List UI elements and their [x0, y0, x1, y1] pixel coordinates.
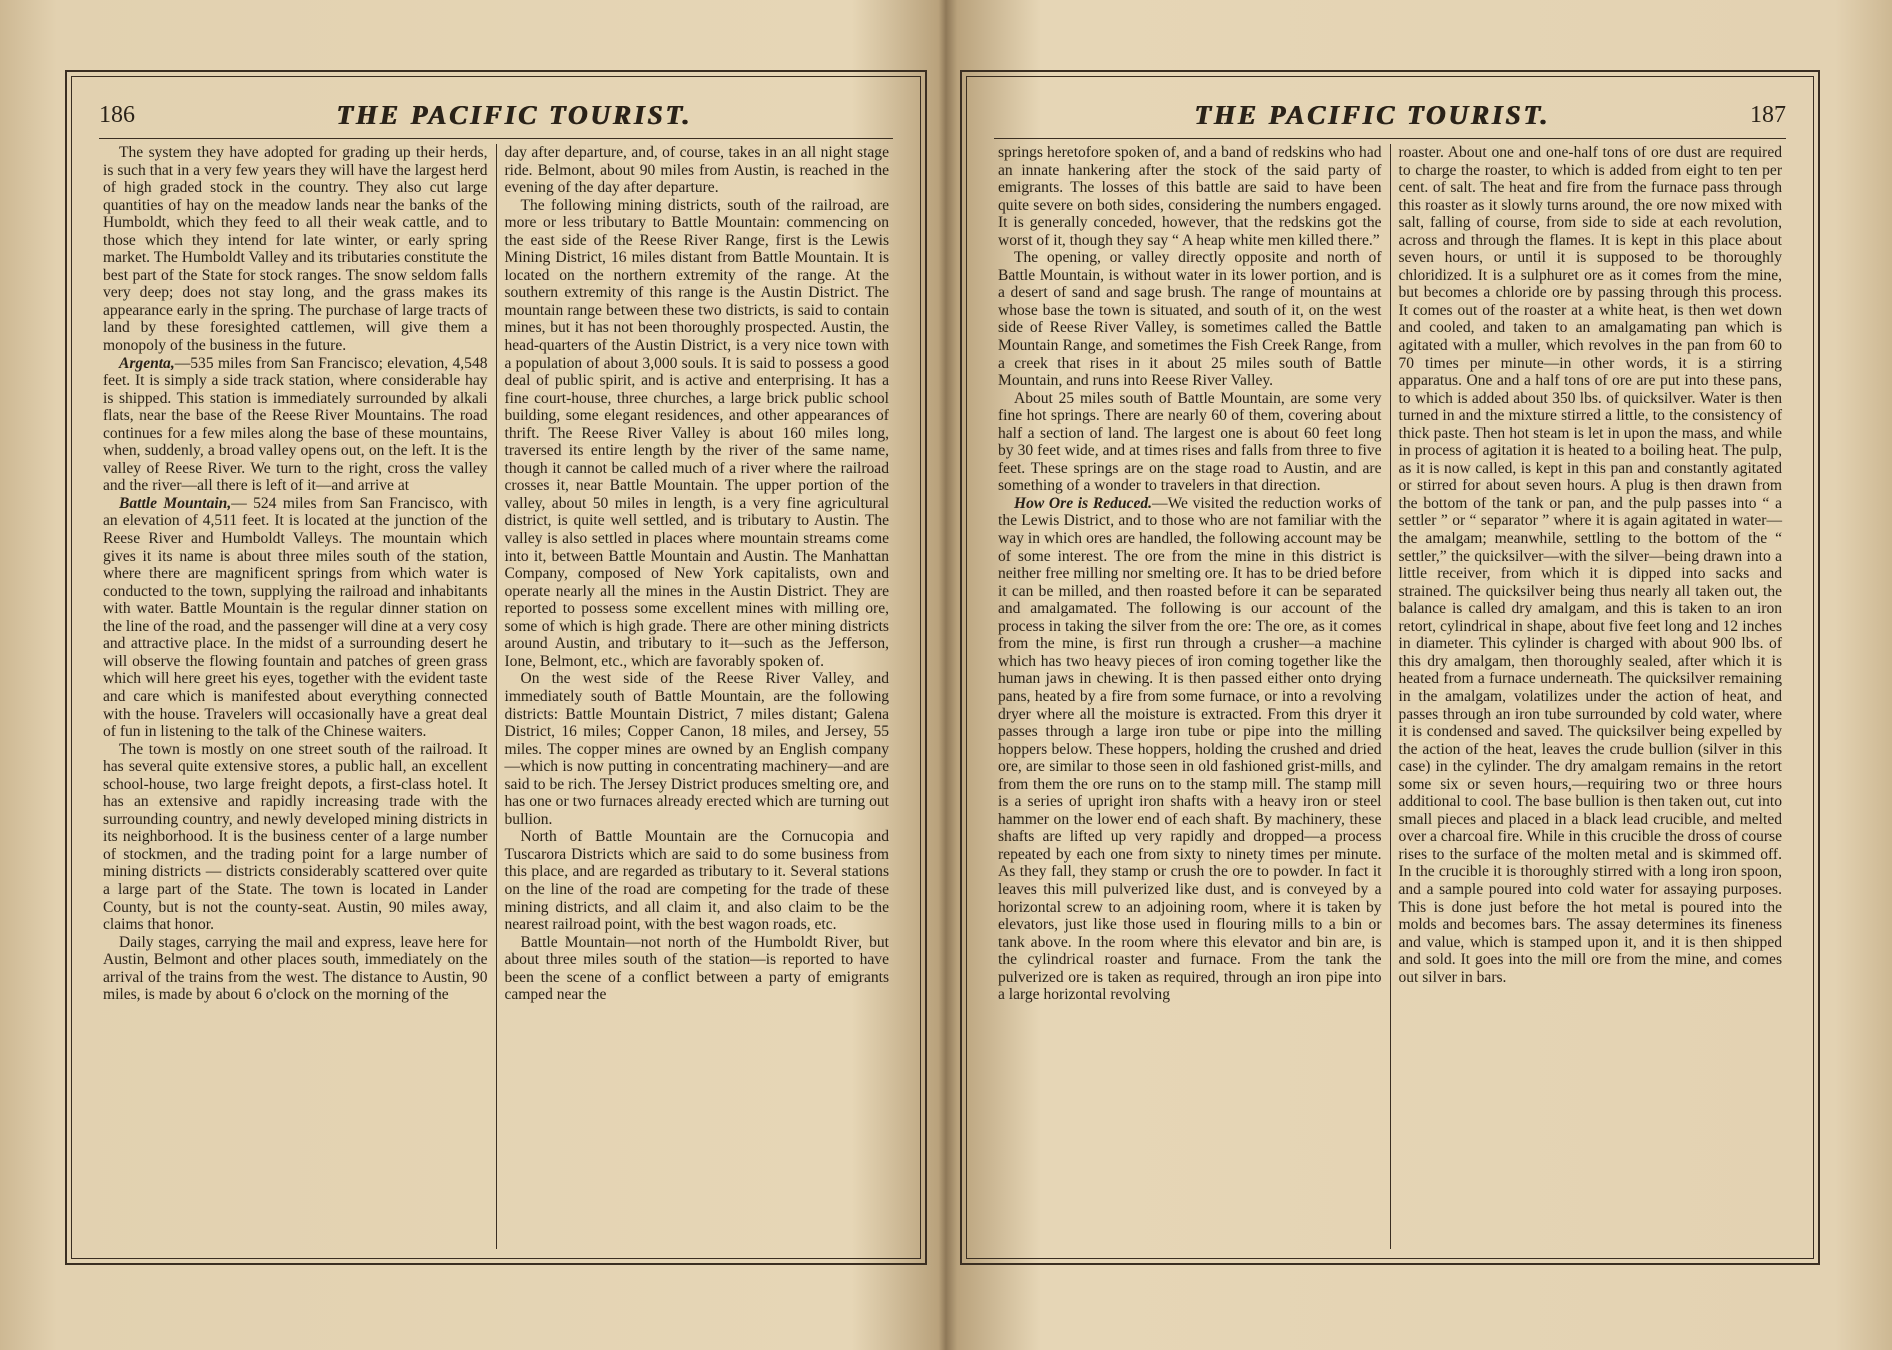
- paragraph: [505, 828, 890, 933]
- paragraph-text: The system they have adopted for grading up their herds, is such that in a very few years they will have the largest herd of high graded stock in the country. They also cut large quantities of hay on the meadow lands near the banks of the Humboldt, which they feed to all their weak cattle, and to those which they intend for late winter, or early spring market. The Humboldt Valley and its tributaries constitute the best part of the State for stock ranges. The snow seldom falls very deep; does not stay long, and the grass makes its appearance early in the spring. The purchase of large tracts of land by these foresighted cattlemen, will give them a monopoly of the business in the future.: [103, 144, 488, 355]
- running-title: THE PACIFIC TOURIST.: [336, 99, 692, 130]
- paragraph-text: — 524 miles from San Francisco, with an elevation of 4,511 feet. It is located at the junction of the Reese River and Humboldt Valleys. The mountain which gives it its name is about three miles south of the station, where there are magnificent springs from which water is conducted to the town, supplying the railroad and inhabitants with water. Battle Mountain is the regular dinner station on the line of the road, and the passenger will dine at a very cosy and attractive place. In the midst of a surrounding desert he will observe the flowing fountain and patches of green grass which will here greet his eyes, together with the evident taste and care which is manifested about everything connected with the house. Travelers will occasionally have a great deal of fun in listening to the talk of the Chinese waiters.: [103, 494, 488, 741]
- paragraph: [998, 249, 1382, 389]
- paragraph: [505, 197, 890, 671]
- paragraph-text: —535 miles from San Francisco; elevation, 4,548 feet. It is simply a side track station, where considerable hay is shipped. This station is immediately surrounded by alkali flats, near the base of the Reese River Mountains. The road continues for a few miles along the base of these mountains, when, suddenly, a broad valley opens out, on the left. It is the valley of Reese River. We turn to the right, cross the valley and the river—all there is left of it—and arrive at: [103, 354, 488, 495]
- paragraph: [103, 495, 488, 741]
- section-heading: How Ore is Reduced.: [1014, 494, 1153, 512]
- paragraph-text: On the west side of the Reese River Valley, and immediately south of Battle Mountain, are the following districts: Battle Mountain District, 7 miles distant; Galena District, 16 miles; Copper Canon, 18 miles, and Jersey, 55 miles. The copper mines are owned by an English company—which is now putting in concentrating machinery—and are said to be rich. The Jersey District produces smelting ore, and has one or two furnaces already erected which are turning out bullion.: [504, 670, 889, 828]
- left-page: [65, 70, 927, 1265]
- paragraph: [1399, 144, 1783, 986]
- paragraph-text: The following mining districts, south of the railroad, are more or less tributary to Battle Mountain: commencing on the east side of the Reese River Range, first is the Lewis Mining District, 16 miles distant from Battle Mountain. It is located on the northern extremity of the range. At the southern extremity of this range is the Austin District. The mountain range between these two districts, is said to contain mines, but it has not been thoroughly prospected. Austin, the head-quarters of the Austin District, is a very nice town with a population of about 3,000 souls. It is said to possess a good deal of public spirit, and is active and enterprising. It has a fine court-house, three churches, a large brick public school building, some elegant residences, and other appearances of thrift. The Reese River Valley is about 160 miles long, traversed its entire length by the river of the same name, though it cannot be called much of a river where the railroad crosses it, near Battle Mountain. The upper portion of the valley, about 50 miles in length, is a very fine agricultural district, is quite well settled, and is tributary to Austin. The valley is also settled in places where mountain streams come into it, between Battle Mountain and Austin. The Manhattan Company, composed of New York capitalists, own and operate nearly all the mines in the Austin District. They are reported to possess some excellent mines with milling ore, some of which is high grade. There are other mining districts around Austin, and tributary to it—such as the Jefferson, Ione, Belmont, etc., which are favorably spoken of.: [504, 196, 889, 670]
- page-header: [99, 92, 893, 139]
- paragraph: [103, 144, 488, 355]
- paragraph-text: The opening, or valley directly opposite and north of Battle Mountain, is without water in its lower portion, and is a desert of sand and sage brush. The range of mountains at whose base the town is situated, and south of it, on the west side of Reese River Valley, is sometimes called the Battle Mountain Range, and sometimes the Fish Creek Range, from a creek that rises in it about 25 miles south of Battle Mountain, and runs into Reese River Valley.: [998, 249, 1382, 390]
- paragraph: [998, 144, 1382, 249]
- right-page: [960, 70, 1820, 1265]
- column-right: [1390, 144, 1791, 1249]
- paragraph: [505, 670, 890, 828]
- paragraph-text: springs heretofore spoken of, and a band of redskins who had an innate hankering after the stock of the said party of emigrants. The losses of this battle are said to have been quite severe on both sides, considering the numbers engaged. It is generally conceded, however, that the redskins got the worst of it, though they say “ A heap white men killed there.”: [998, 144, 1382, 249]
- paragraph: [505, 144, 890, 197]
- paragraph-text: Daily stages, carrying the mail and express, leave here for Austin, Belmont and other places south, immediately on the arrival of the trains from the west. The distance to Austin, 90 miles, is made by about 6 o'clock on the morning of the: [103, 933, 488, 1004]
- column-right: [496, 144, 898, 1249]
- paragraph: [505, 934, 890, 1004]
- paragraph-text: North of Battle Mountain are the Cornucopia and Tuscarora Districts which are said to do some business from this place, and are regarded as tributary to it. Several stations on the line of the road are competing for the trade of these mining districts, and all claim it, and also claim to be the nearest railroad point, with the best wagon roads, etc.: [504, 828, 889, 934]
- page-number: 186: [99, 101, 135, 128]
- section-heading: Argenta,: [119, 354, 175, 372]
- paragraph-text: —We visited the reduction works of the Lewis District, and to those who are not familiar with the way in which ores are handled, the following account may be of some interest. The ore from the mine in this district is neither free milling nor smelting ore. It has to be dried before it can be milled, and then roasted before it can be separated and amalgamated. The following is our account of the process in taking the silver from the ore: The ore, as it comes from the mine, is first run through a crusher—a machine which has two heavy pieces of iron coming together like the human jaws in chewing. It is then passed either onto drying pans, heated by a fire from some furnace, or into a revolving dryer where all the moisture is extracted. From this dryer it passes through a large iron tube or pipe into the milling hoppers below. These hoppers, holding the crushed and dried ore, are similar to those seen in old fashioned grist-mills, and from them the ore runs on to the stamp mill. The stamp mill is a series of upright iron shafts with a heavy iron or steel hammer on the lower end of each shaft. By machinery, these shafts are lifted up very rapidly and dropped—a process repeated by each one from sixty to ninety times per minute. As they fall, they stamp or crush the ore to powder. In fact it leaves this mill pulverized like dust, and is conveyed by a horizontal screw to an adjoining room, where it is taken by elevators, just like those used in flouring mills to a bin or tank above. In the room where this elevator and bin are, is the cylindrical roaster and furnace. From the tank the pulverized ore is taken as required, through an iron pipe into a large horizontal revolving: [998, 494, 1382, 1004]
- running-title: THE PACIFIC TOURIST.: [1194, 99, 1550, 130]
- column-left: [990, 144, 1390, 1249]
- page-number: 187: [1750, 101, 1786, 128]
- paragraph: [103, 934, 488, 1004]
- text-columns: [990, 144, 1790, 1249]
- text-columns: [95, 144, 897, 1249]
- section-heading: Battle Mountain,: [119, 494, 232, 512]
- page-header: [994, 92, 1786, 139]
- paragraph: [103, 355, 488, 495]
- paragraph-text: Battle Mountain—not north of the Humboldt River, but about three miles south of the station—is reported to have been the scene of a conflict between a party of emigrants camped near the: [504, 933, 889, 1004]
- paragraph-text: The town is mostly on one street south of the railroad. It has several quite extensive stores, a public hall, an excellent school-house, two large freight depots, a first-class hotel. It has an extensive and rapidly increasing trade with the surrounding country, and newly developed mining districts in its neighborhood. It is the business center of a large number of stockmen, and the trading point for a large number of mining districts — districts considerably scattered over quite a large part of the State. The town is located in Lander County, but is not the county-seat. Austin, 90 miles away, claims that honor.: [103, 740, 488, 934]
- paragraph-text: About 25 miles south of Battle Mountain, are some very fine hot springs. There are nearly 60 of them, covering about half a section of land. The largest one is about 60 feet long by 30 feet wide, and at times rises and falls from three to five feet. These springs are on the stage road to Austin, and are something of a wonder to travelers in that direction.: [998, 389, 1382, 495]
- paragraph: [998, 495, 1382, 1004]
- paragraph-text: roaster. About one and one-half tons of ore dust are required to charge the roaster, to which is added from eight to ten per cent. of salt. The heat and fire from the furnace pass through this roaster as it slowly turns around, the ore now mixed with salt, falling of course, from side to side at each revolution, across and through the flames. It is kept in this place about seven hours, or until it is supposed to be thoroughly chloridized. It is a sulphuret ore as it comes from the mine, but becomes a chloride ore by passing through this process. It comes out of the roaster at a white heat, is then wet down and cooled, and taken to an amalgamating pan which is agitated with a muller, which revolves in the pan from 60 to 70 times per minute—in other words, it is a stirring apparatus. One and a half tons of ore are put into these pans, to which is added about 350 lbs. of quicksilver. Water is then turned in and the mixture stirred a little, to the consistency of thick paste. Then hot steam is let in upon the mass, and while in process of agitation it is heated to a boiling heat. The pulp, as it is now called, is kept in this pan and constantly agitated or stirred for about seven hours. A plug is then drawn from the bottom of the tank or pan, and the pulp passes into “ a settler ” or “ separator ” where it is again agitated in water—the amalgam; meanwhile, settling to the bottom of the “ settler,” the quicksilver—with the silver—being drawn into a little receiver, from which it is dipped into sacks and strained. The quicksilver being thus nearly all taken out, the balance is called dry amalgam, and this is taken to an iron retort, cylindrical in shape, about five feet long and 12 inches in diameter. This cylinder is charged with about 900 lbs. of this dry amalgam, then thoroughly sealed, after which it is heated from a furnace underneath. The quicksilver remaining in the amalgam, volatilizes under the action of heat, and passes through an iron tube surrounded by cold water, where it is condensed and saved. The quicksilver being expelled by the action of the heat, leaves the crude bullion (silver in this case) in the cylinder. The dry amalgam remains in the retort some six or seven hours,—requiring two or three hours additional to cool. The base bullion is then taken out, cut into small pieces and placed in a black lead crucible, and melted over a charcoal fire. While in this crucible the dross of course rises to the surface of the molten metal and is skimmed off. In the crucible it is thoroughly stirred with a long iron spoon, and a sample poured into cold water for assaying purposes. This is done just before the hot metal is poured into the molds and becomes bars. The assay determines its fineness and value, which is stamped upon it, and it is then shipped and sold. It goes into the mill ore from the mine, and comes out silver in bars.: [1398, 144, 1782, 986]
- paragraph: [998, 390, 1382, 495]
- paragraph: [103, 741, 488, 934]
- column-left: [95, 144, 496, 1249]
- paragraph-text: day after departure, and, of course, takes in an all night stage ride. Belmont, about 90 miles from Austin, is reached in the evening of the day after departure.: [504, 144, 889, 197]
